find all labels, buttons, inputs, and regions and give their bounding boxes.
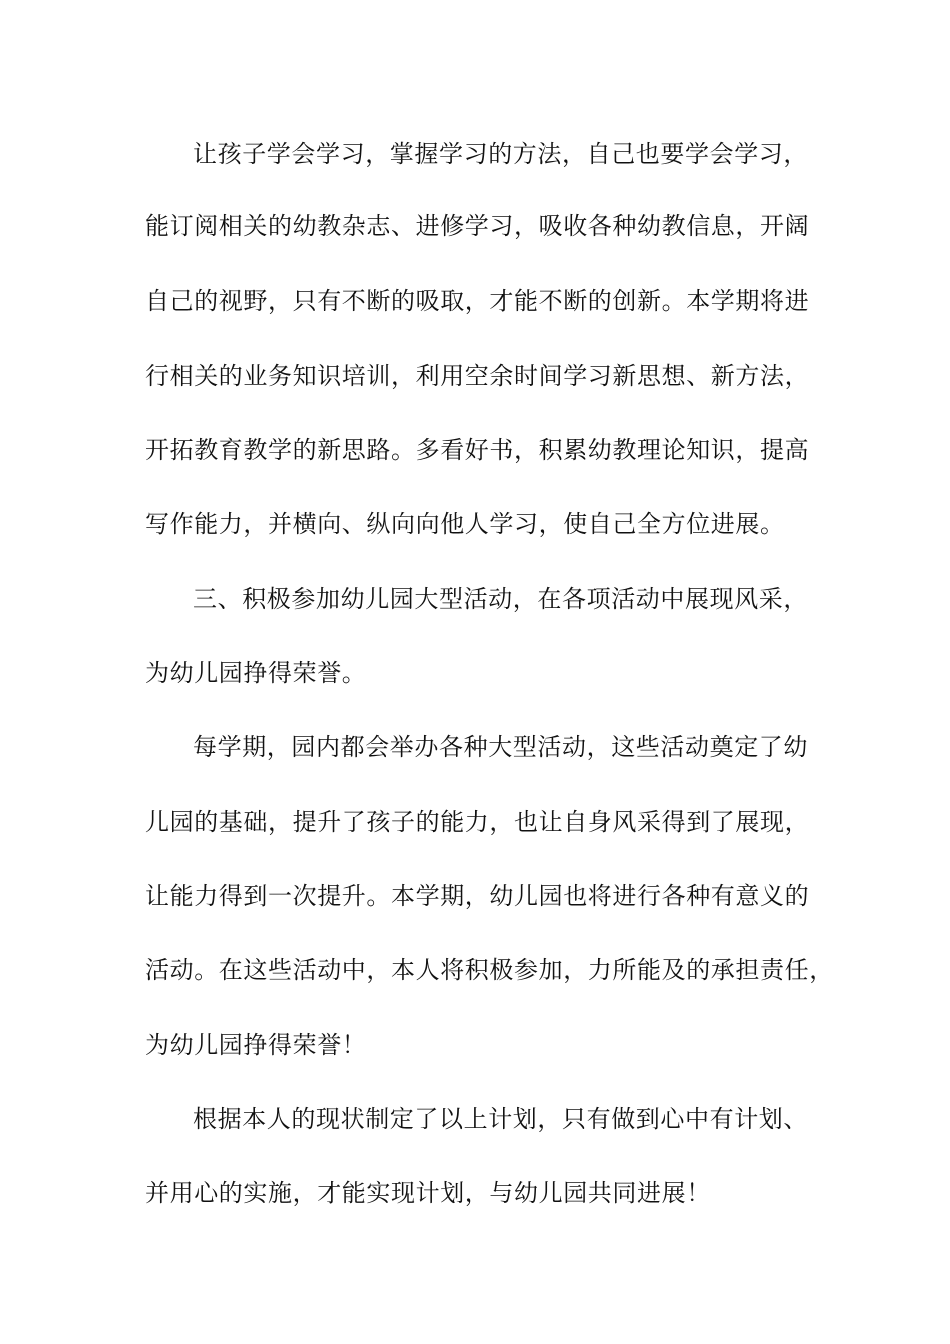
paragraph-line: 儿园的基础，提升了孩子的能力，也让自身风采得到了展现， bbox=[145, 808, 810, 836]
paragraph-line: 写作能力，并横向、纵向向他人学习，使自己全方位进展。 bbox=[145, 510, 785, 538]
paragraph-line: 并用心的实施，才能实现计划，与幼儿园共同进展！ bbox=[145, 1179, 711, 1207]
paragraph-line: 为幼儿园挣得荣誉！ bbox=[145, 1031, 367, 1059]
paragraph-line: 能订阅相关的幼教杂志、进修学习，吸收各种幼教信息，开阔 bbox=[145, 212, 810, 240]
paragraph-line: 开拓教育教学的新思路。多看好书，积累幼教理论知识，提高 bbox=[145, 436, 810, 464]
paragraph-line: 根据本人的现状制定了以上计划，只有做到心中有计划、 bbox=[193, 1105, 808, 1133]
paragraph-line: 每学期，园内都会举办各种大型活动，这些活动奠定了幼 bbox=[193, 733, 808, 761]
paragraph-line: 行相关的业务知识培训，利用空余时间学习新思想、新方法， bbox=[145, 362, 810, 390]
paragraph-line: 自己的视野，只有不断的吸取，才能不断的创新。本学期将进 bbox=[145, 287, 810, 315]
section-heading-line: 为幼儿园挣得荣誉。 bbox=[145, 659, 367, 687]
paragraph-line: 活动。在这些活动中，本人将积极参加，力所能及的承担责任， bbox=[145, 956, 834, 984]
paragraph-line: 让能力得到一次提升。本学期，幼儿园也将进行各种有意义的 bbox=[145, 882, 810, 910]
paragraph-line: 让孩子学会学习，掌握学习的方法，自己也要学会学习， bbox=[193, 140, 808, 168]
section-heading-line: 三、积极参加幼儿园大型活动，在各项活动中展现风采， bbox=[193, 585, 808, 613]
